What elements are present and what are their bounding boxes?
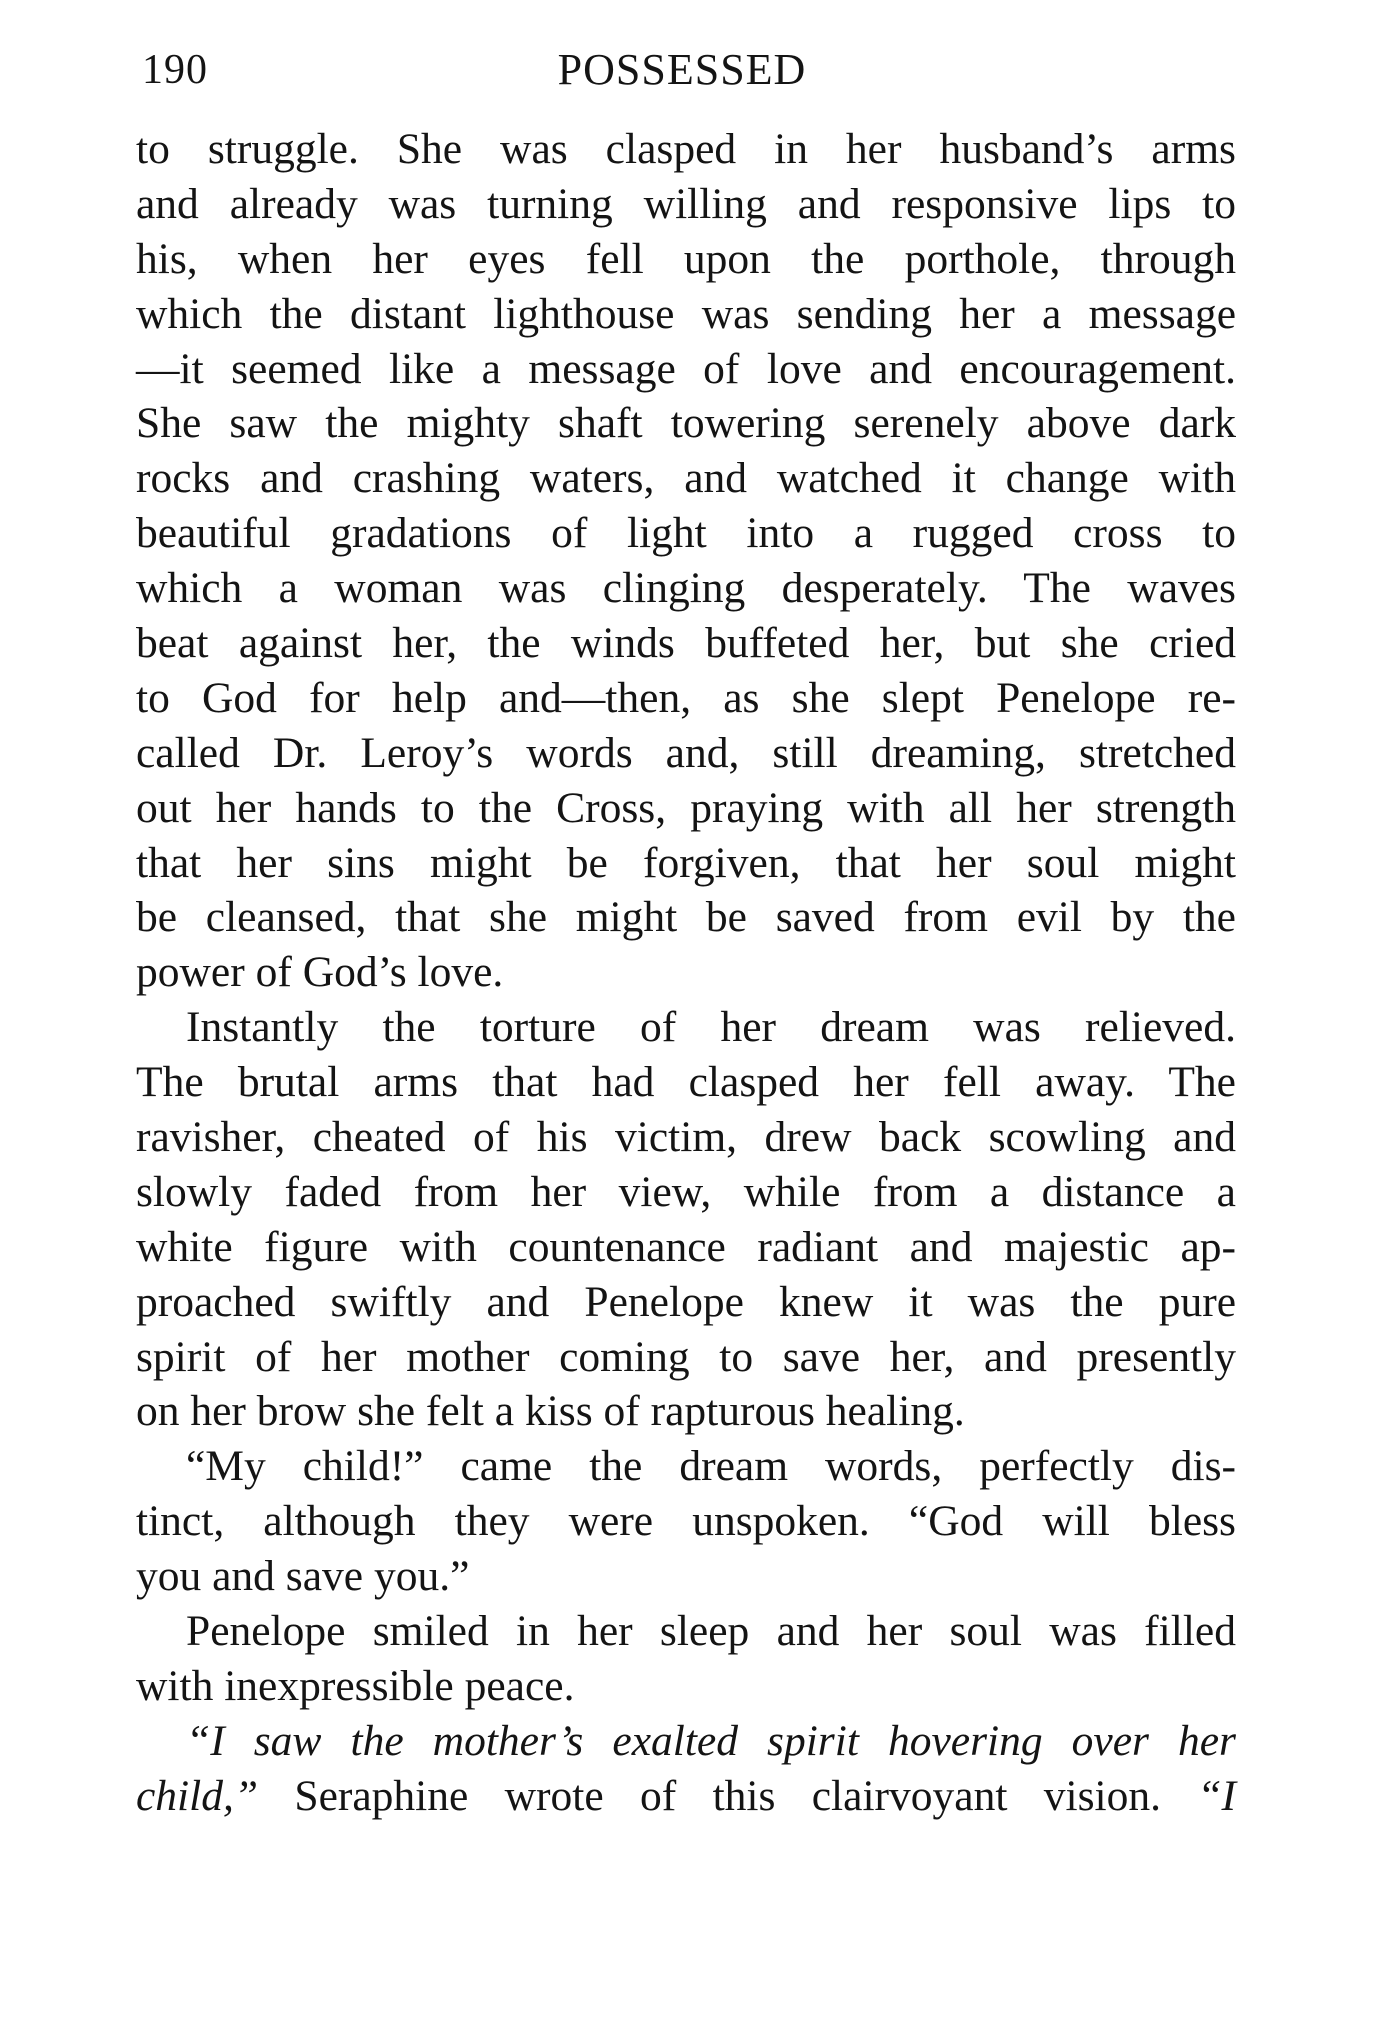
text-line: you and save you.” [136, 1552, 470, 1601]
paragraph [136, 122, 1236, 1000]
paragraph [136, 1714, 1236, 1824]
text-line: slowly faded from her view, while from a distance a [136, 1167, 1236, 1216]
page-number: 190 [142, 47, 208, 93]
text-line: The brutal arms that had clasped her fell away. The [136, 1058, 1236, 1107]
text-line: which the distant lighthouse was sending her a message [136, 289, 1236, 338]
paragraph [136, 1000, 1236, 1439]
text-line: Penelope smiled in her sleep and her soul was filled [186, 1607, 1236, 1656]
text-line: “My child!” came the dream words, perfectly dis- [186, 1442, 1236, 1491]
text-line: and already was turning willing and responsive lips to [136, 179, 1236, 228]
italic-quote: “I saw the mother’s exalted spirit hovering over her [186, 1716, 1236, 1765]
text-line: rocks and crashing waters, and watched it change with [136, 454, 1236, 503]
body-text [136, 122, 1236, 1824]
text-line: be cleansed, that she might be saved from evil by the [136, 893, 1236, 942]
running-title: POSSESSED [557, 45, 807, 94]
text-line: ravisher, cheated of his victim, drew back scowling and [136, 1113, 1236, 1162]
paragraph [136, 1604, 1236, 1714]
paragraph [136, 1439, 1236, 1604]
text-line: proached swiftly and Penelope knew it was the pure [136, 1277, 1236, 1326]
text-line: his, when her eyes fell upon the porthole, through [136, 234, 1236, 283]
text-line: —it seemed like a message of love and encouragement. [136, 344, 1236, 393]
text-line: tinct, although they were unspoken. “God will bless [136, 1497, 1236, 1546]
text-line: beautiful gradations of light into a rugged cross to [136, 509, 1236, 558]
roman-text: Seraphine wrote of this clairvoyant vision. [258, 1771, 1198, 1820]
text-line: Instantly the torture of her dream was relieved. [186, 1003, 1236, 1052]
text-line: to God for help and—then, as she slept Penelope re- [136, 673, 1236, 722]
running-head [142, 40, 1222, 100]
text-line: out her hands to the Cross, praying with all her strength [136, 783, 1236, 832]
text-line: that her sins might be forgiven, that her soul might [136, 838, 1236, 887]
italic-quote: “I [1197, 1771, 1236, 1820]
text-line: spirit of her mother coming to save her, and presently [136, 1332, 1236, 1381]
italic-quote: child,” [136, 1771, 259, 1820]
text-line: called Dr. Leroy’s words and, still dreaming, stretched [136, 728, 1236, 777]
text-line: with inexpressible peace. [136, 1661, 575, 1710]
text-line [136, 1769, 1236, 1824]
text-line: power of God’s love. [136, 948, 504, 997]
text-line: She saw the mighty shaft towering serenely above dark [136, 399, 1236, 448]
text-line: white figure with countenance radiant and majestic ap- [136, 1222, 1236, 1271]
text-line: beat against her, the winds buffeted her, but she cried [136, 619, 1236, 668]
text-line: which a woman was clinging desperately. The waves [136, 564, 1236, 613]
text-line [136, 1714, 1236, 1769]
text-line: to struggle. She was clasped in her husband’s arms [136, 125, 1236, 173]
text-line: on her brow she felt a kiss of rapturous healing. [136, 1387, 965, 1436]
